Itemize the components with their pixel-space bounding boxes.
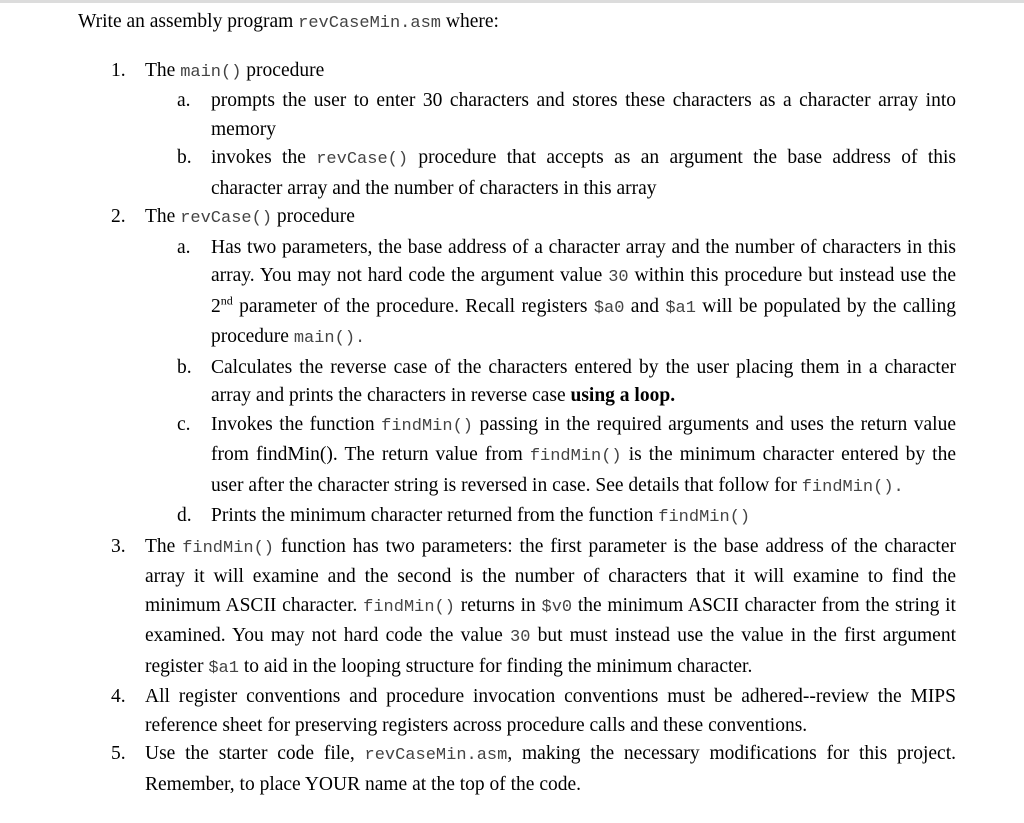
- sub-letter: b.: [177, 147, 192, 168]
- sub-item-2c: c. Invokes the function findMin() passing in the required arguments and uses the return value from findMin(). The return value from findMin() is the minimum character entered by the user after the character string is reversed in case. See details that follow for findMin().: [145, 411, 956, 503]
- item-number: 3.: [111, 535, 126, 557]
- item-text: All register conventions and procedure invocation conventions must be adhered--review the MIPS reference sheet for preserving registers across procedure calls and these conventions.: [145, 686, 956, 736]
- sub-item-2a: a. Has two parameters, the base address of a character array and the number of characters in this array. You may not hard code the argument value 30 within this procedure but instead use the 2nd parameter of the procedure. Recall registers $a0 and $a1 will be populated by the calling procedure main().: [145, 234, 956, 354]
- requirement-item-5: [78, 740, 956, 799]
- sub-item-1a: a. prompts the user to enter 30 characters and stores these characters as a character array into memory: [145, 87, 956, 144]
- requirements-list: [78, 57, 956, 800]
- assignment-document: [78, 8, 956, 799]
- sub-letter: b.: [177, 356, 192, 378]
- sub-letter: d.: [177, 505, 192, 526]
- sub-list: [145, 234, 956, 533]
- sub-letter: c.: [177, 413, 191, 435]
- requirement-item-4: [78, 683, 956, 740]
- item-number: 5.: [111, 743, 126, 764]
- requirement-item-2: [78, 203, 956, 533]
- item-number: 1.: [111, 59, 126, 81]
- item-number: 4.: [111, 686, 126, 707]
- requirement-item-1: [78, 57, 956, 204]
- item-text: Use the starter code file, revCaseMin.asm, making the necessary modifications for this project. Remember, to place YOUR name at the top of the code.: [145, 743, 956, 795]
- item-number: 2.: [111, 206, 126, 227]
- sub-letter: a.: [177, 236, 191, 258]
- item-heading: The main() procedure: [145, 59, 325, 82]
- sub-letter: a.: [177, 90, 191, 111]
- top-border-line: [0, 0, 1024, 3]
- item-heading: The revCase() procedure: [145, 206, 355, 228]
- intro-line: Write an assembly program revCaseMin.asm where:: [78, 11, 499, 33]
- sub-item-2d: d. Prints the minimum character returned from the function findMin(): [145, 502, 956, 533]
- item-text: The findMin() function has two parameters: the first parameter is the base address of the character array it will examine and the second is the number of characters that it will examine to find the minimum ASCII character. findMin() returns in $v0 the minimum ASCII character from the string it examined. You may not hard code the value 30 but must instead use the value in the first argument register $a1 to aid in the looping structure for finding the minimum character.: [145, 535, 956, 678]
- intro-filename: revCaseMin.asm: [298, 14, 441, 33]
- requirement-item-3: [78, 533, 956, 684]
- sub-item-1b: b. invokes the revCase() procedure that accepts as an argument the base address of this character array and the number of characters in this array: [145, 144, 956, 203]
- sub-list: [145, 87, 956, 203]
- sub-item-2b: b. Calculates the reverse case of the characters entered by the user placing them in a character array and prints the characters in reverse case using a loop.: [145, 354, 956, 411]
